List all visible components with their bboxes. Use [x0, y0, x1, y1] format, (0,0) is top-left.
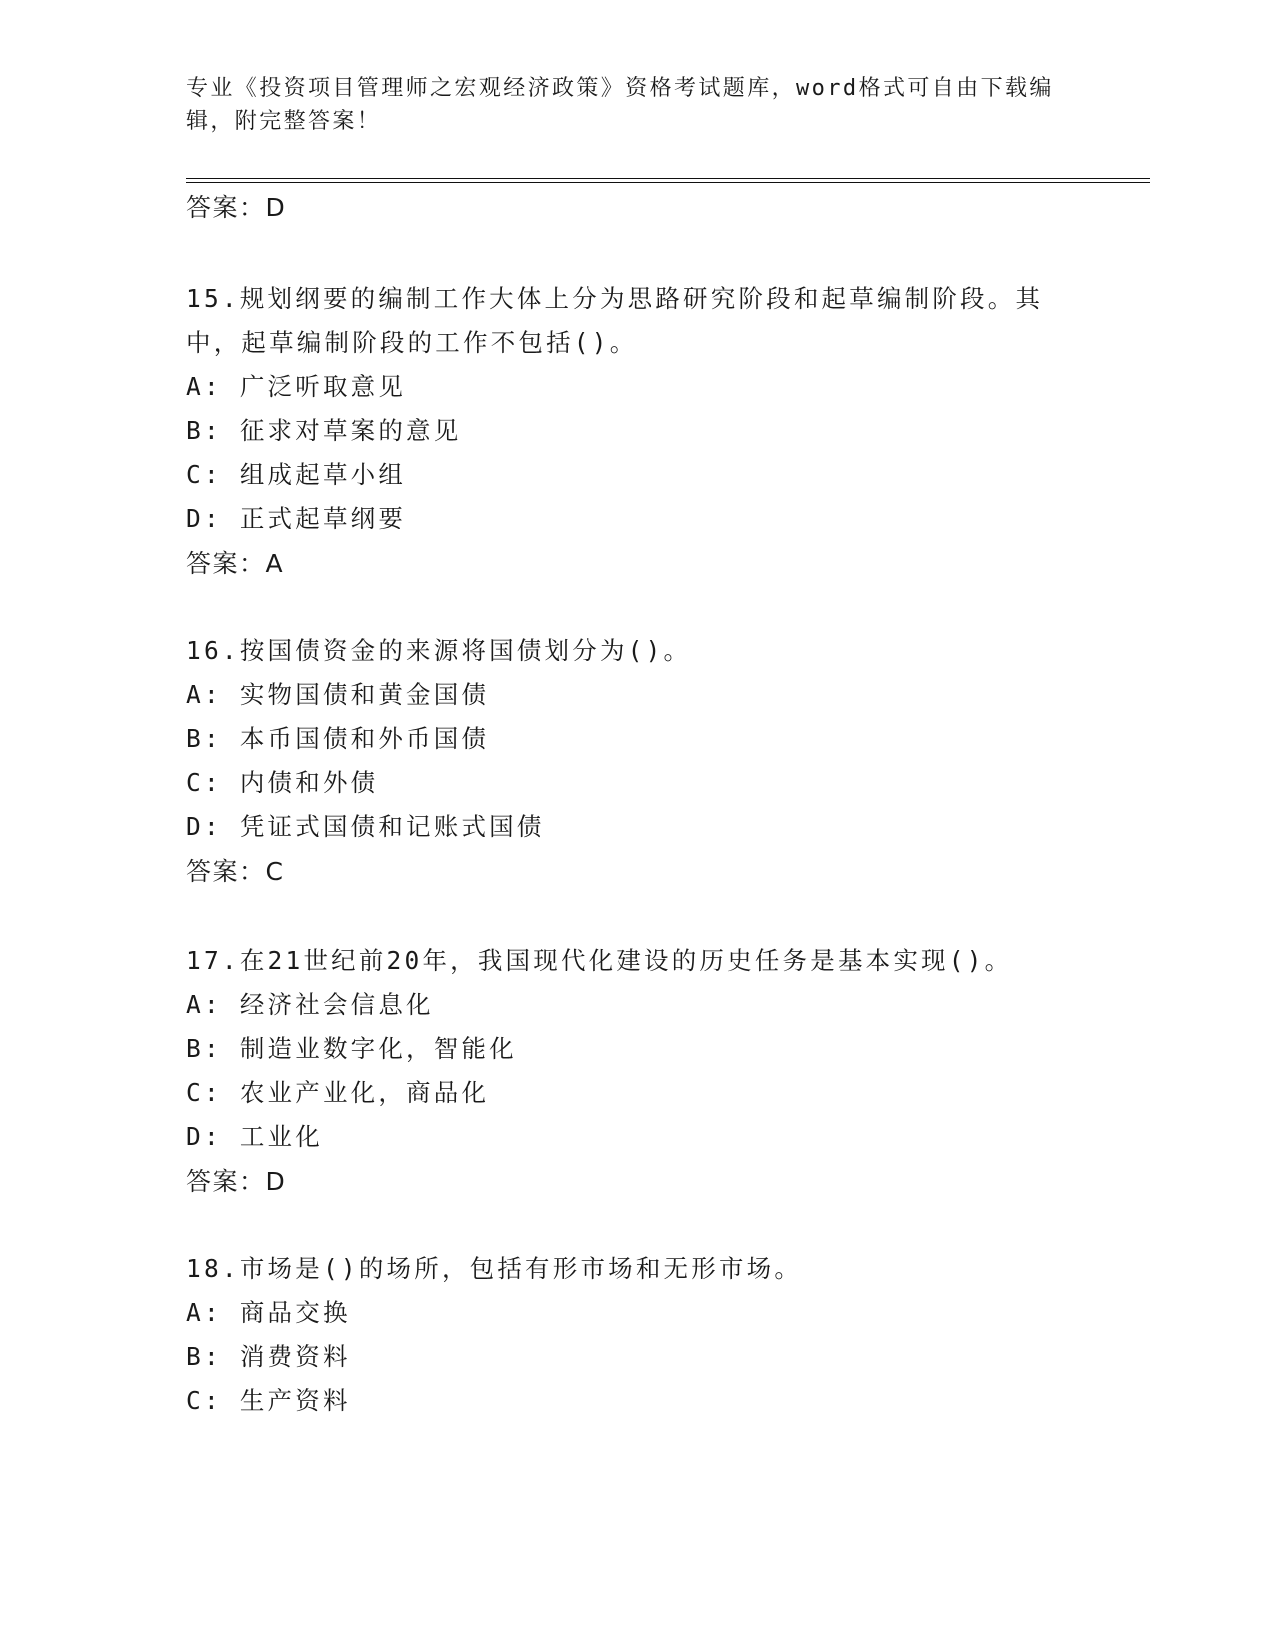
question-18-option-b: B: 消费资料	[186, 1342, 351, 1371]
document-header	[186, 72, 1066, 138]
question-17-option-b: B: 制造业数字化，智能化	[186, 1034, 517, 1063]
header-line-2: 辑，附完整答案！	[186, 109, 382, 134]
question-16-option-b: B: 本币国债和外币国债	[186, 724, 490, 753]
header-line-1: 专业《投资项目管理师之宏观经济政策》资格考试题库，word格式可自由下载编	[186, 76, 1054, 101]
question-16-stem: 16.按国债资金的来源将国债划分为()。	[186, 636, 692, 665]
question-15-option-b: B: 征求对草案的意见	[186, 416, 462, 445]
question-15-option-a: A: 广泛听取意见	[186, 372, 407, 401]
question-17-option-c: C: 农业产业化，商品化	[186, 1078, 490, 1107]
question-18-option-c: C: 生产资料	[186, 1386, 351, 1415]
question-18-option-a: A: 商品交换	[186, 1298, 351, 1327]
question-17-option-d: D: 工业化	[186, 1122, 323, 1151]
question-15-option-c: C: 组成起草小组	[186, 460, 407, 489]
question-15-answer: 答案：A	[186, 549, 285, 578]
question-16-option-a: A: 实物国债和黄金国债	[186, 680, 490, 709]
question-16-option-c: C: 内债和外债	[186, 768, 379, 797]
question-17-answer: 答案：D	[186, 1167, 287, 1196]
question-17-stem: 17.在21世纪前20年，我国现代化建设的历史任务是基本实现()。	[186, 946, 1013, 975]
header-divider-bottom	[186, 182, 1150, 183]
header-divider-top	[186, 178, 1150, 179]
question-16-option-d: D: 凭证式国债和记账式国债	[186, 812, 545, 841]
question-15-stem-line-2: 中，起草编制阶段的工作不包括()。	[186, 328, 638, 357]
question-16-answer: 答案：C	[186, 857, 285, 886]
question-15-stem-line-1: 15.规划纲要的编制工作大体上分为思路研究阶段和起草编制阶段。其	[186, 284, 1044, 313]
question-17-option-a: A: 经济社会信息化	[186, 990, 434, 1019]
question-15-option-d: D: 正式起草纲要	[186, 504, 407, 533]
answer-previous: 答案：D	[186, 193, 287, 222]
question-18-stem: 18.市场是()的场所，包括有形市场和无形市场。	[186, 1254, 803, 1283]
